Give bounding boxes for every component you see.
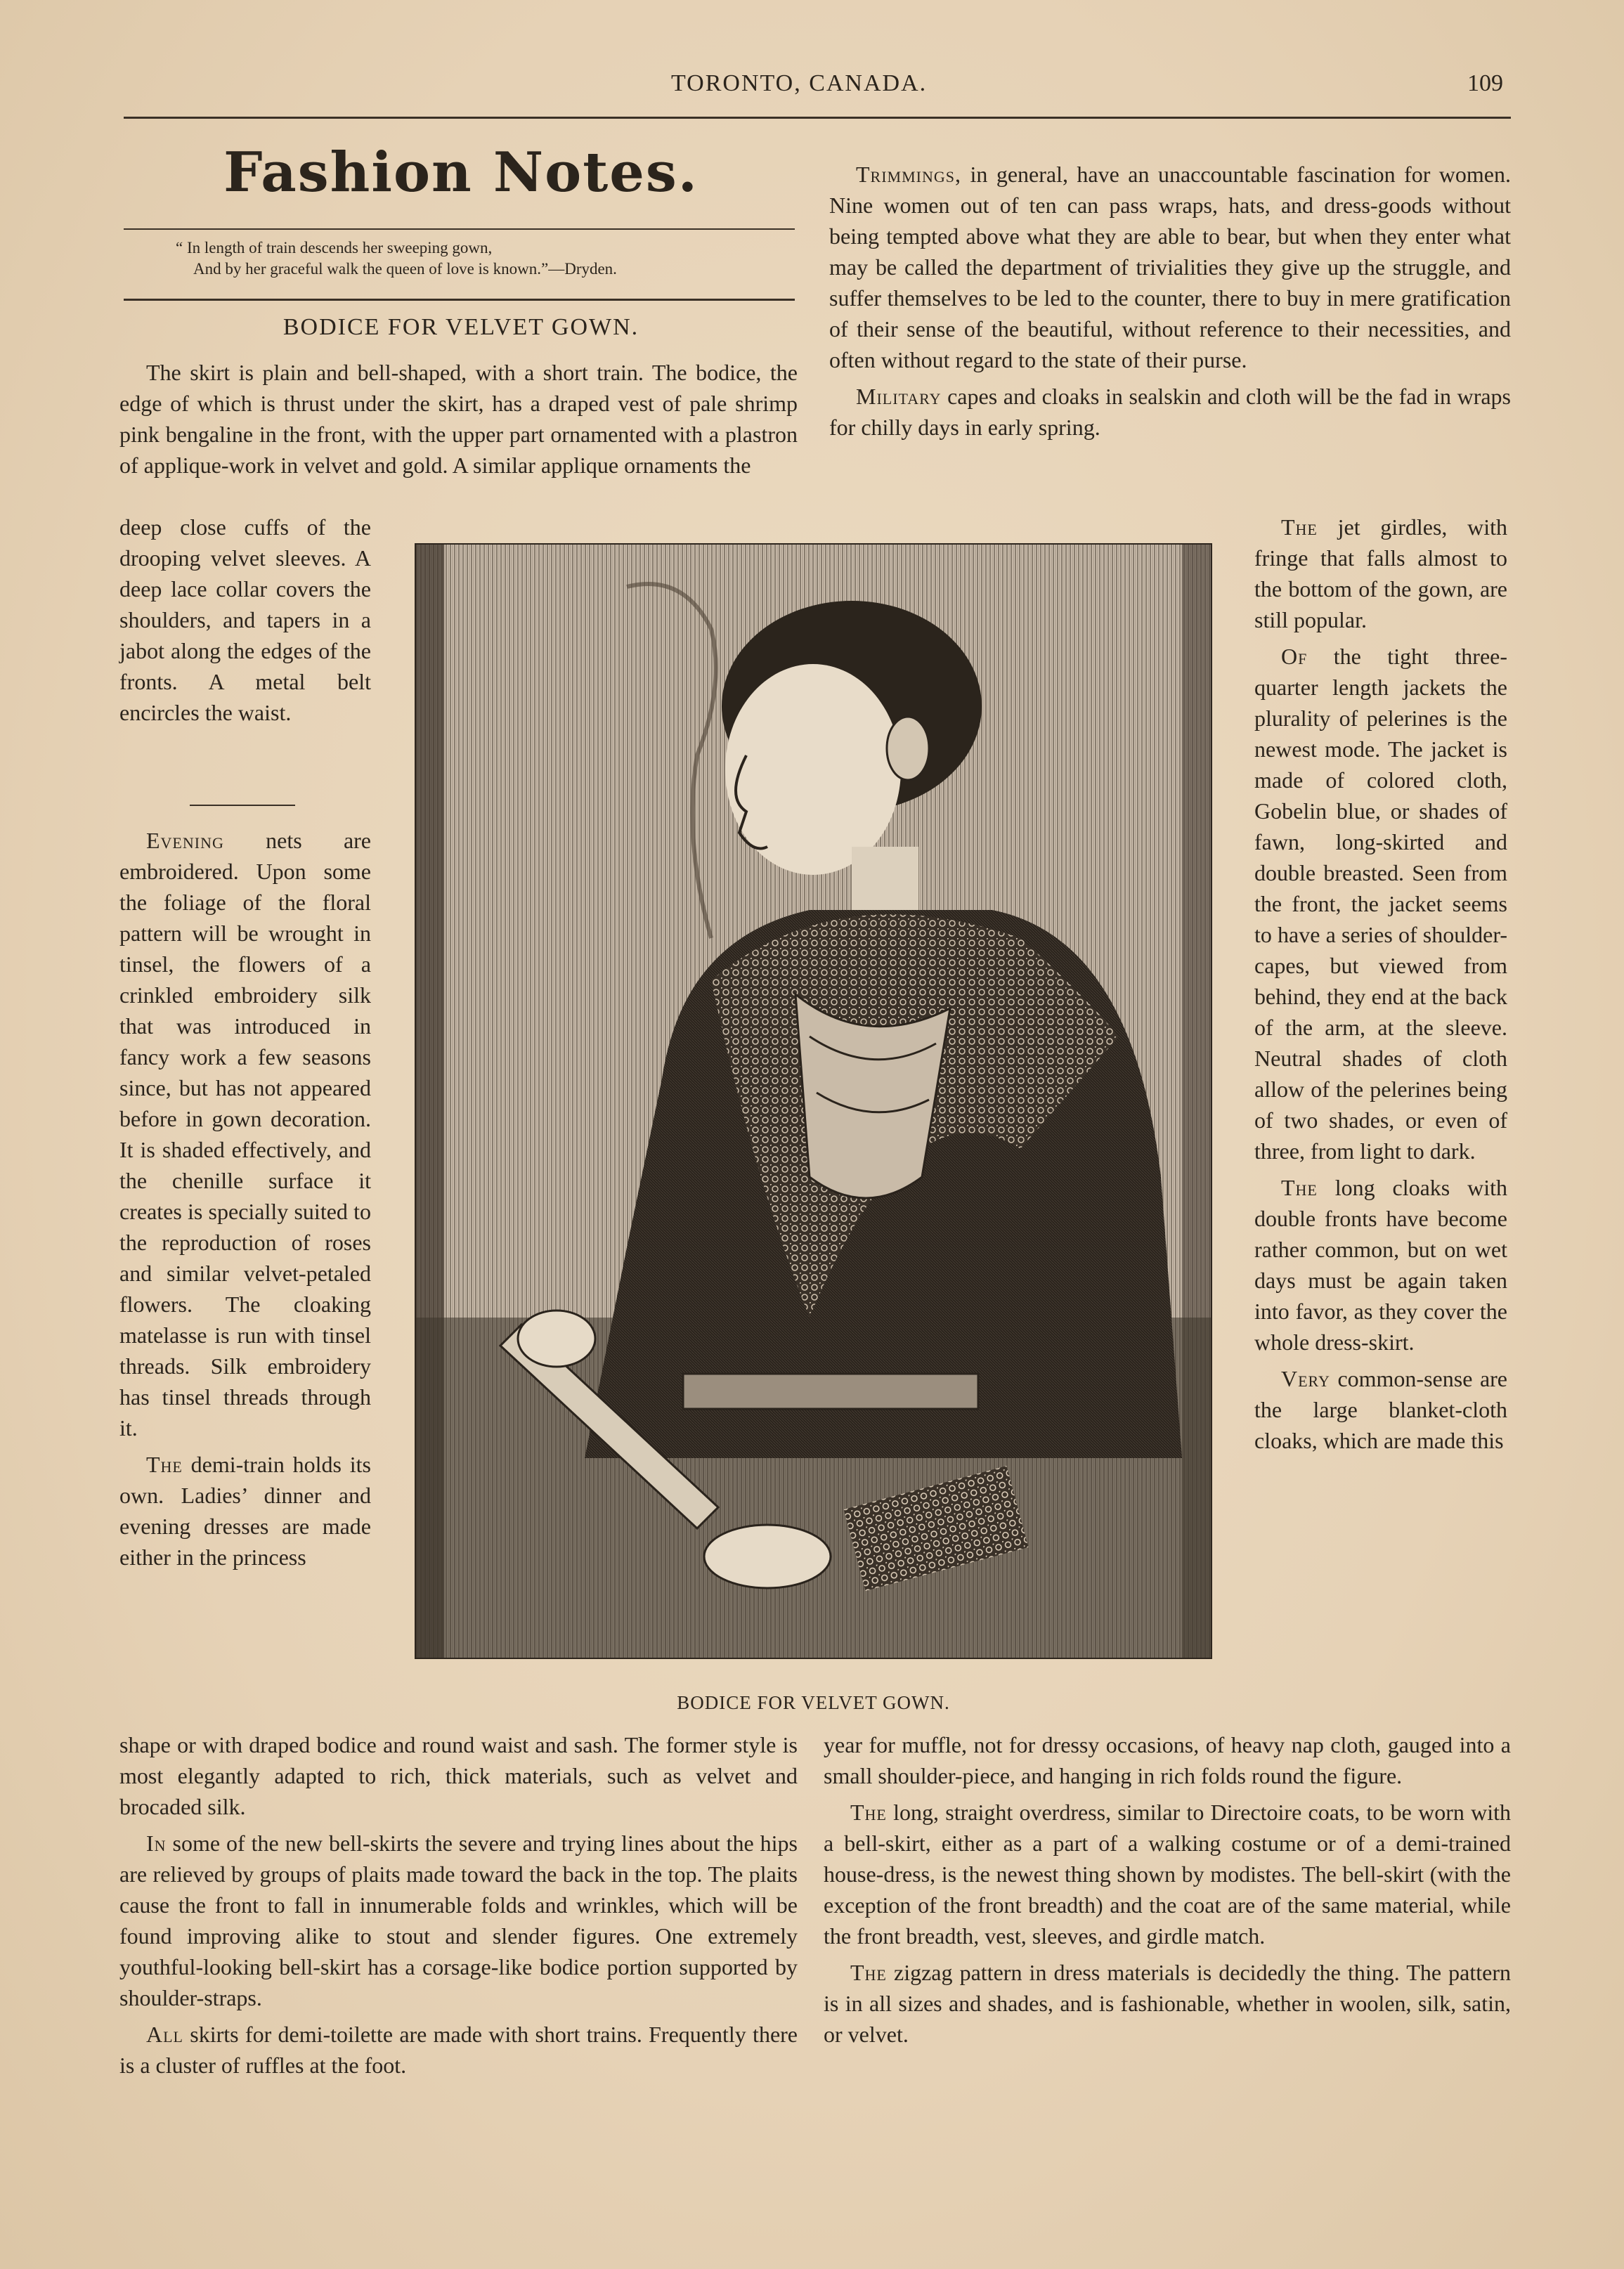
left-column-top bbox=[119, 357, 798, 486]
lead-word: Trimmings, bbox=[856, 162, 962, 187]
paragraph-bodice-cont: deep close cuffs of the drooping velvet sleeves. A deep lace collar covers the shoulders, and tapers in a jabot along the edges of the fronts. A metal belt encircles the waist. bbox=[119, 514, 371, 725]
paragraph-text: in general, have an unaccountable fascination for women. Nine women out of ten can pass wraps, hats, and dress-goods without being tempted above what they are able to bear, but when they enter what may be called the department of trivialities they give up the struggle, and suffer themselves to be led to the counter, there to buy in mere gratification of their sense of the beautiful, without reference to their necessities, and often without regard to the state of their purse. bbox=[829, 162, 1511, 372]
lead-word: In bbox=[146, 1831, 167, 1856]
paragraph-text: skirts for demi-toilette are made with short trains. Frequently there is a cluster of ruffles at the foot. bbox=[119, 2022, 798, 2078]
right-narrow-column bbox=[1254, 512, 1507, 1462]
left-column-bottom bbox=[119, 1729, 798, 2086]
paragraph-jackets bbox=[1254, 641, 1507, 1166]
paragraph-text: demi-train holds its own. Ladies’ dinner and evening dresses are made either in the princess bbox=[119, 1452, 371, 1570]
section-divider bbox=[190, 805, 295, 806]
paragraph-zigzag bbox=[824, 1957, 1511, 2050]
lead-word: The bbox=[146, 1452, 183, 1477]
lead-word: All bbox=[146, 2022, 183, 2047]
paragraph-demi-train bbox=[119, 1449, 371, 1573]
paragraph-evening bbox=[119, 825, 371, 1443]
lead-word: The bbox=[1281, 514, 1318, 540]
paragraph-bodice-intro: The skirt is plain and bell-shaped, with a short train. The bodice, the edge of which is thrust under the skirt, has a draped vest of pale shrimp pink bengaline in the front, with the upper part ornamented with a plastron of applique-work in velvet and gold. A similar applique ornaments the bbox=[119, 360, 798, 478]
paragraph-trimmings bbox=[829, 159, 1511, 375]
page-number: 109 bbox=[1467, 70, 1503, 96]
lead-word: Military bbox=[856, 384, 942, 409]
engraving-illustration bbox=[415, 543, 1212, 1659]
paragraph-long-cloaks bbox=[1254, 1172, 1507, 1358]
paragraph-text: nets are embroidered. Upon some the foliage of the floral pattern will be wrought in tinsel, the flowers of a crinkled embroidery silk that was introduced in fancy work a few seasons since, but has not appeared before in gown decoration. It is shaded effectively, and the chenille surface it creates is specially suited to the reproduction of roses and similar velvet-petaled flowers. The cloaking matelasse is run with tinsel threads. Silk embroidery has tinsel threads through it. bbox=[119, 828, 371, 1441]
header-rule bbox=[124, 117, 1511, 119]
epigraph bbox=[141, 238, 787, 280]
epigraph-rule-bottom bbox=[124, 299, 795, 301]
lead-word: The bbox=[1281, 1175, 1318, 1200]
paragraph-demi-toilette bbox=[119, 2019, 798, 2081]
figure-caption: BODICE FOR VELVET GOWN. bbox=[677, 1692, 950, 1713]
paragraph-military bbox=[829, 381, 1511, 443]
paragraph-text: common-sense are the large blanket-cloth cloaks, which are made this bbox=[1254, 1366, 1507, 1453]
article-title: Fashion Notes. bbox=[223, 141, 699, 204]
left-narrow-column bbox=[119, 512, 371, 734]
left-narrow-column-2 bbox=[119, 825, 371, 1578]
paragraph-blanket-cloaks bbox=[1254, 1363, 1507, 1456]
paragraph-overdress bbox=[824, 1797, 1511, 1951]
epigraph-line-1: “ In length of train descends her sweeping gown, bbox=[176, 239, 493, 256]
paragraph-text: long cloaks with double fronts have become rather common, but on wet days must be again taken into favor, as they cover the whole dress-skirt. bbox=[1254, 1175, 1507, 1355]
right-column-bottom bbox=[824, 1729, 1511, 2055]
right-column-top bbox=[829, 159, 1511, 448]
lead-word: Of bbox=[1281, 644, 1308, 669]
paragraph-text: some of the new bell-skirts the severe and trying lines about the hips are relieved by groups of plaits made toward the back in the top. The plaits cause the front to fall in innumerable folds and wrinkles, which will be found improving alike to stout and slender figures. One extremely youthful-looking bell-skirt has a corsage-like bodice portion supported by shoulder-straps. bbox=[119, 1831, 798, 2010]
epigraph-line-2: And by her graceful walk the queen of love is known.”—Dryden. bbox=[193, 260, 617, 278]
epigraph-rule-top bbox=[124, 228, 795, 230]
lead-word: The bbox=[850, 1960, 887, 1985]
paragraph-text: jet girdles, with fringe that falls almost to the bottom of the gown, are still popular. bbox=[1254, 514, 1507, 632]
paragraph-bell-skirts bbox=[119, 1828, 798, 2013]
paragraph-text: the tight three-quarter length jackets the plurality of pelerines is the newest mode. The jacket is made of colored cloth, Gobelin blue, or shades of fawn, long-skirted and double breasted. Seen from the front, the jacket seems to have a series of shoulder-capes, but viewed from behind, they end at the back of the arm, at the sleeve. Neutral shades of cloth allow of the pelerines being of two shades, or even of three, from light to dark. bbox=[1254, 644, 1507, 1164]
paragraph-text: long, straight overdress, similar to Directoire coats, to be worn with a bell-skirt, either as a part of a walking costume or of a demi-trained house-dress, is the newest thing shown by modistes. The bell-skirt (with the exception of the front breadth) and the coat are of the same material, while the front breadth, vest, sleeves, and girdle match. bbox=[824, 1800, 1511, 1949]
paragraph-jet-girdles bbox=[1254, 512, 1507, 635]
paragraph-princess: shape or with draped bodice and round waist and sash. The former style is most elegantly adapted to rich, thick materials, such as velvet and brocaded silk. bbox=[119, 1732, 798, 1819]
paragraph-text: zigzag pattern in dress materials is decidedly the thing. The pattern is in all sizes and shades, and is fashionable, whether in woolen, silk, satin, or velvet. bbox=[824, 1960, 1511, 2047]
running-title: TORONTO, CANADA. bbox=[671, 70, 928, 96]
engraving-woman-velvet-bodice-icon bbox=[416, 545, 1211, 1658]
lead-word: Evening bbox=[146, 828, 224, 853]
paragraph-text: capes and cloaks in sealskin and cloth will be the fad in wraps for chilly days in early spring. bbox=[829, 384, 1511, 440]
lead-word: The bbox=[850, 1800, 887, 1825]
lead-word: Very bbox=[1281, 1366, 1330, 1391]
section-heading: BODICE FOR VELVET GOWN. bbox=[282, 314, 639, 340]
paragraph-muffle: year for muffle, not for dressy occasions, of heavy nap cloth, gauged into a small shoulder-piece, and hanging in rich folds round the figure. bbox=[824, 1732, 1511, 1788]
